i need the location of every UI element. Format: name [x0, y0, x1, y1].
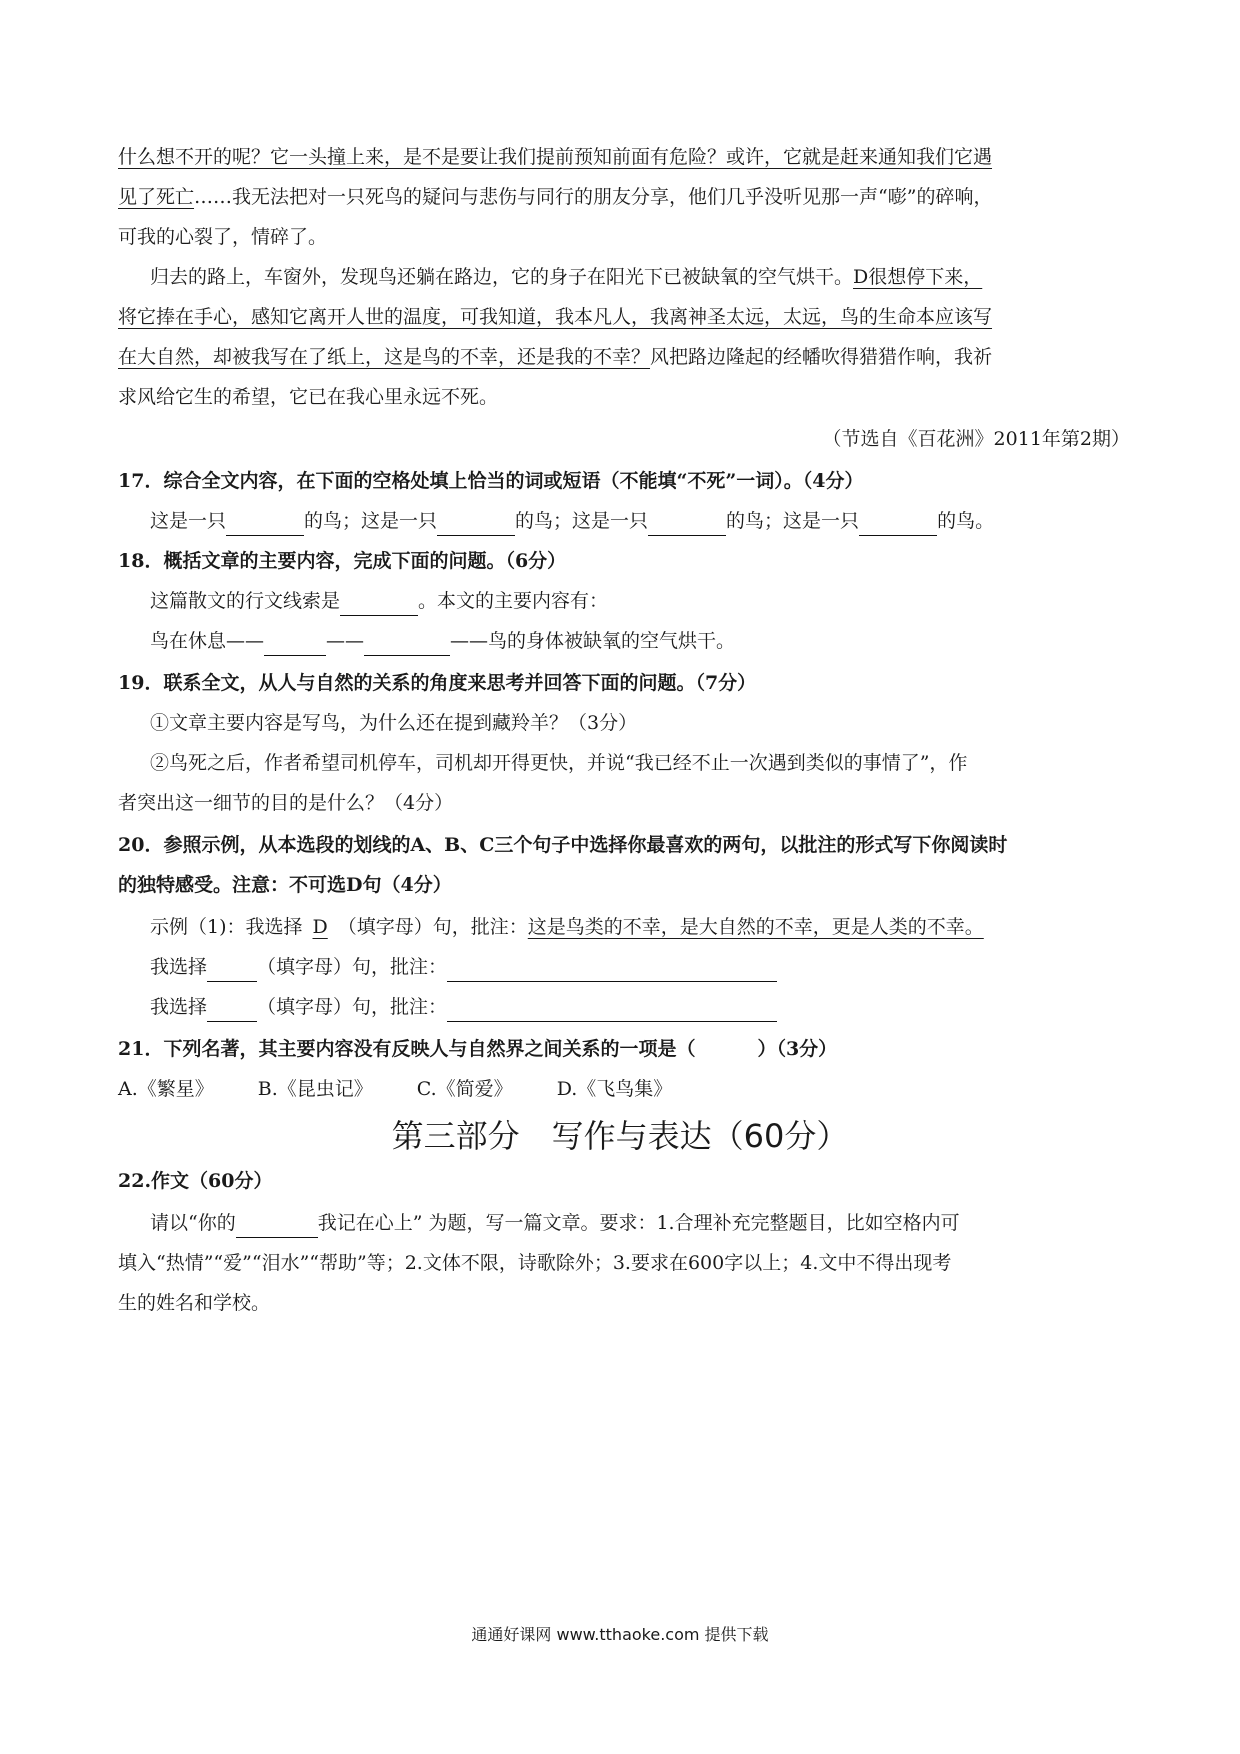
q21-text: ）（3分）: [757, 1038, 838, 1060]
letter-blank[interactable]: [207, 999, 257, 1022]
note-blank[interactable]: [447, 999, 777, 1022]
passage-line-7: 求风给它生的希望，它已在我心里永远不死。: [118, 386, 499, 408]
q17-text: 的鸟；这是一只: [726, 510, 860, 532]
question-19-sub-2-line-2: 者突出这一细节的目的是什么？（4分）: [118, 792, 454, 814]
answer-blank[interactable]: [264, 633, 326, 656]
q18-text: ——: [326, 630, 365, 652]
question-17-title: 17．综合全文内容，在下面的空格处填上恰当的词或短语（不能填“不死”一词）。（4分）: [118, 470, 864, 492]
question-22-line-2: 填入“热情”“爱”“泪水”“帮助”等；2.文体不限，诗歌除外；3.要求在600字以上；4.文中不得出现考: [118, 1252, 952, 1274]
q20-text: （填字母）句，批注：: [337, 916, 528, 938]
question-22-line-3: 生的姓名和学校。: [118, 1292, 271, 1314]
q20-text: （填字母）句，批注：: [257, 956, 448, 978]
q20-text: 我选择: [150, 956, 208, 978]
passage-text: ……我无法把对一只死鸟的疑问与悲伤与同行的朋友分享，他们几乎没听见那一声“嘭”的碎响，: [194, 186, 993, 208]
passage-line-2: [118, 182, 1130, 212]
answer-blank[interactable]: [364, 633, 450, 656]
question-19-sub-1: ①文章主要内容是写鸟，为什么还在提到藏羚羊？（3分）: [150, 712, 638, 734]
q22-text: 请以“你的: [150, 1212, 236, 1234]
q18-text: ——鸟的身体被缺氧的空气烘干。: [450, 630, 736, 652]
q17-text: 这是一只: [150, 510, 227, 532]
part-3-heading: 第三部分 写作与表达（60分）: [391, 1117, 849, 1155]
q18-text: 这篇散文的行文线索是: [150, 590, 341, 612]
question-18-line-1: [150, 586, 1130, 616]
passage-text: 归去的路上，车窗外，发现鸟还躺在路边，它的身子在阳光下已被缺氧的空气烘干。: [150, 266, 854, 288]
question-20-title-line-2: 的独特感受。注意：不可选D句（4分）: [118, 874, 452, 896]
question-20-example: [150, 912, 1130, 942]
passage-line-3: 可我的心裂了，情碎了。: [118, 226, 328, 248]
q17-text: 的鸟。: [937, 510, 995, 532]
passage-line-4: [150, 262, 1130, 292]
answer-blank[interactable]: [859, 513, 937, 536]
question-19-sub-2-line-1: ②鸟死之后，作者希望司机停车，司机却开得更快，并说“我已经不止一次遇到类似的事情了”，作: [150, 752, 968, 774]
question-21-options: [118, 1074, 1130, 1104]
q20-text: （填字母）句，批注：: [257, 996, 448, 1018]
example-note: 这是鸟类的不幸，是大自然的不幸，更是人类的不幸。: [527, 916, 984, 938]
title-blank[interactable]: [236, 1215, 318, 1238]
passage-line-5: 将它捧在手心，感知它离开人世的温度，可我知道，我本凡人，我离神圣太远，太远，鸟的生命本应该写: [118, 306, 993, 328]
option-d[interactable]: D.《飞鸟集》: [556, 1078, 673, 1100]
q20-text: 示例（1)：我选择: [150, 916, 303, 938]
passage-text: 风把路边隆起的经幡吹得猎猎作响，我祈: [650, 346, 993, 368]
answer-blank[interactable]: [340, 593, 418, 616]
q22-text: 我记在心上” 为题，写一篇文章。要求：1.合理补充完整题目，比如空格内可: [317, 1212, 960, 1234]
q17-text: 的鸟；这是一只: [304, 510, 438, 532]
q17-text: 的鸟；这是一只: [515, 510, 649, 532]
passage-line-6: [118, 342, 1130, 372]
underlined-text: 在大自然，却被我写在了纸上，这是鸟的不幸，还是我的不幸？: [118, 346, 651, 368]
option-b[interactable]: B.《昆虫记》: [257, 1078, 373, 1100]
q20-text: 我选择: [150, 996, 208, 1018]
example-letter: D: [312, 916, 328, 938]
answer-blank[interactable]: [226, 513, 304, 536]
question-18-line-2: [150, 626, 1130, 656]
underlined-text: 见了死亡: [118, 186, 195, 208]
letter-blank[interactable]: [207, 959, 257, 982]
q21-text: 21．下列名著，其主要内容没有反映人与自然界之间关系的一项是（: [118, 1038, 696, 1060]
option-a[interactable]: A.《繁星》: [118, 1078, 214, 1100]
question-17-blanks: [150, 506, 1130, 536]
question-20-title-line-1: 20．参照示例，从本选段的划线的A、B、C三个句子中选择你最喜欢的两句，以批注的形式写下你阅读时: [118, 834, 1008, 856]
q18-text: 。本文的主要内容有：: [418, 590, 609, 612]
note-blank[interactable]: [447, 959, 777, 982]
q18-text: 鸟在休息——: [150, 630, 265, 652]
answer-blank[interactable]: [648, 513, 726, 536]
option-c[interactable]: C.《简爱》: [416, 1078, 513, 1100]
question-19-title: 19．联系全文，从人与自然的关系的角度来思考并回答下面的问题。（7分）: [118, 672, 757, 694]
question-18-title: 18．概括文章的主要内容，完成下面的问题。（6分）: [118, 550, 567, 572]
passage-line-1: 什么想不开的呢？它一头撞上来，是不是要让我们提前预知前面有危险？或许，它就是赶来通知我们它遇: [118, 146, 993, 168]
question-20-answer-1: [150, 952, 1130, 982]
answer-blank[interactable]: [437, 513, 515, 536]
passage-source: （节选自《百花洲》2011年第2期）: [822, 428, 1130, 450]
page-footer: 通通好课网 www.tthaoke.com 提供下载: [471, 1625, 769, 1644]
question-20-answer-2: [150, 992, 1130, 1022]
underlined-text: D很想停下来，: [853, 266, 983, 288]
question-22-line-1: [150, 1208, 1130, 1238]
question-21-title: [118, 1034, 1130, 1064]
question-22-title: 22.作文（60分）: [118, 1170, 273, 1192]
